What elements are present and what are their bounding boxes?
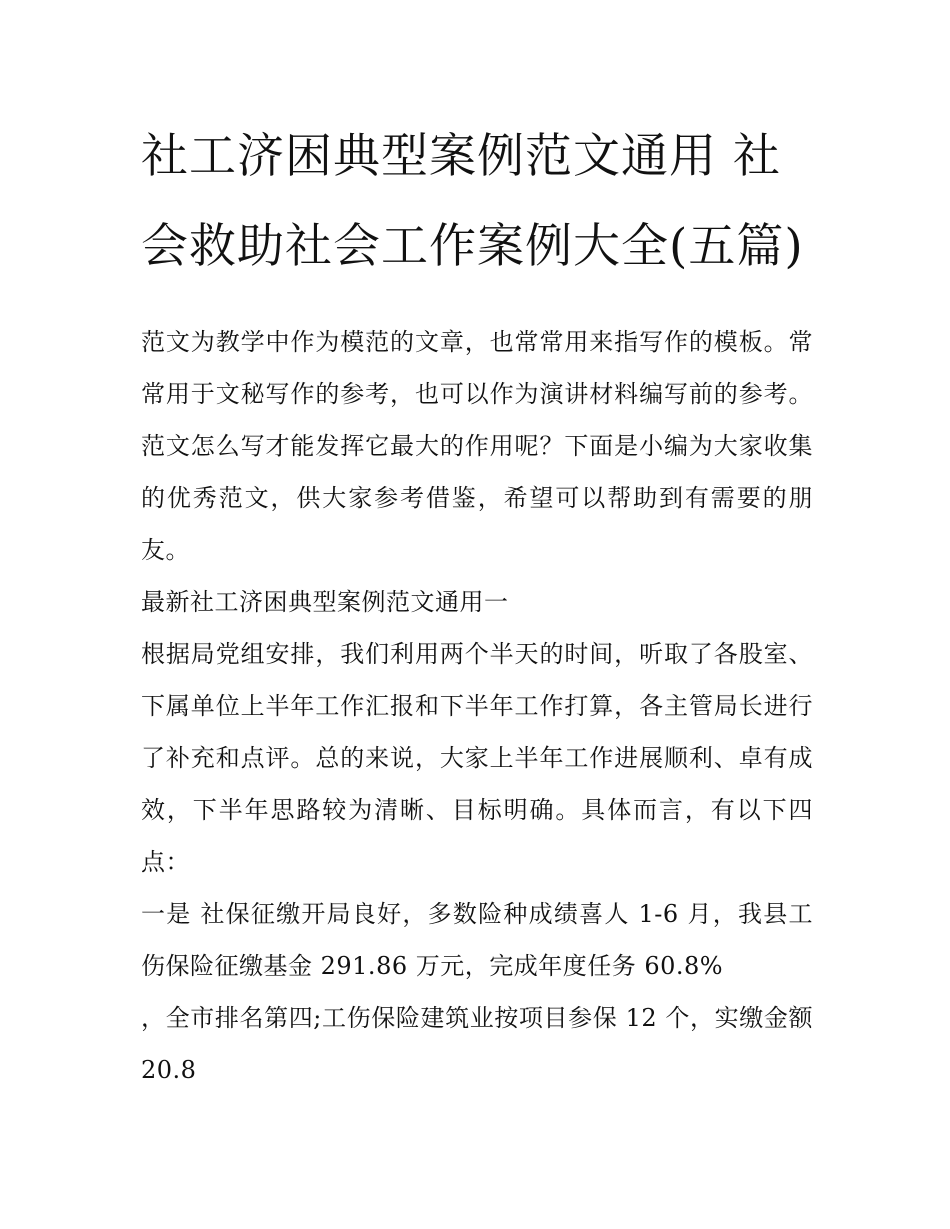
document-content bbox=[141, 112, 813, 1096]
document-title: 社工济困典型案例范文通用 社会救助社会工作案例大全(五篇) bbox=[141, 129, 804, 274]
intro-paragraph: 范文为教学中作为模范的文章，也常常用来指写作的模板。常常用于文秘写作的参考，也可以作为演讲材料编写前的参考。范文怎么写才能发挥它最大的作用呢？下面是小编为大家收集的优秀范文，供大家参考借鉴，希望可以帮助到有需要的朋友。 bbox=[141, 328, 813, 564]
body-paragraph: 根据局党组安排，我们利用两个半天的时间，听取了各股室、下属单位上半年工作汇报和下半年工作打算，各主管局长进行了补充和点评。总的来说，大家上半年工作进展顺利、卓有成效，下半年思路较为清晰、目标明确。具体而言，有以下四点： bbox=[141, 640, 813, 876]
body-paragraph: 一是 社保征缴开局良好，多数险种成绩喜人 1-6 月，我县工伤保险征缴基金 291.86 万元，完成年度任务 60.8% bbox=[141, 900, 813, 980]
body-paragraph: ，全市排名第四;工伤保险建筑业按项目参保 12 个，实缴金额 20.8 bbox=[141, 1004, 813, 1084]
section-heading: 最新社工济困典型案例范文通用一 bbox=[141, 588, 509, 616]
document-body bbox=[141, 316, 813, 1096]
